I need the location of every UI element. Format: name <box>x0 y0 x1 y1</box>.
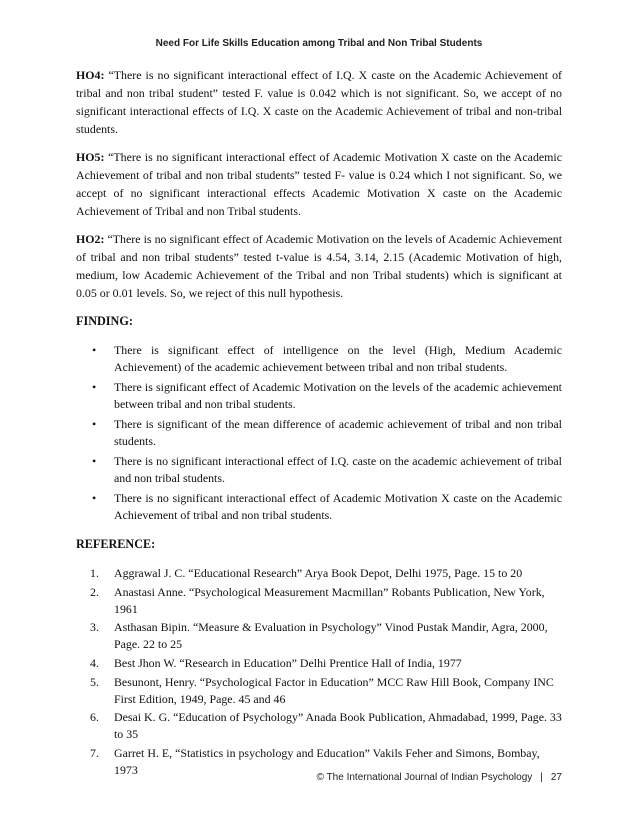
reference-item <box>90 709 562 743</box>
reference-number: 1. <box>90 566 99 580</box>
footer-separator: | <box>540 772 543 783</box>
finding-item: • There is significant effect of Academic Motivation on the levels of the academic achievement between tribal and non tribal students. <box>114 379 562 412</box>
hypothesis-text: “There is no significant interactional effect of I.Q. X caste on the Academic Achievement of tribal and non tribal student” tested F. value is 0.042 which is not significant. So, we accept of no significant interactional effects of I.Q. X caste on the Academic Achievement of tribal and non-tribal students. <box>76 68 562 136</box>
hypothesis-ho4 <box>76 66 562 138</box>
reference-text: Anastasi Anne. “Psychological Measurement Macmillan” Robants Publication, New York, 1961 <box>114 584 545 616</box>
reference-heading: REFERENCE: <box>76 537 156 551</box>
finding-item: • There is no significant interactional effect of Academic Motivation X caste on the Academic Achievement of tribal and non tribal students. <box>114 490 562 523</box>
reference-item <box>90 584 562 618</box>
running-header: Need For Life Skills Education among Tribal and Non Tribal Students <box>155 38 483 49</box>
finding-list <box>76 342 562 523</box>
finding-item: • There is significant of the mean difference of academic achievement of tribal and non tribal students. <box>114 416 562 449</box>
reference-number: 4. <box>90 655 99 670</box>
reference-item <box>90 619 562 653</box>
reference-number: 3. <box>90 620 99 635</box>
finding-item: • There is no significant interactional effect of I.Q. caste on the academic achievement of tribal and non tribal students. <box>114 453 562 486</box>
reference-text: Besunont, Henry. “Psychological Factor in Education” MCC Raw Hill Book, Company INC First Edition, 1949, Page. 45 and 46 <box>114 674 554 706</box>
page-footer <box>317 772 562 783</box>
reference-text: Best Jhon W. “Research in Education” Delhi Prentice Hall of India, 1977 <box>114 655 462 670</box>
reference-list <box>76 565 562 779</box>
page-body <box>76 66 562 781</box>
finding-heading: FINDING: <box>76 314 133 328</box>
page-number: 27 <box>550 772 562 783</box>
reference-number: 5. <box>90 674 99 689</box>
hypothesis-label: HO5: <box>76 150 105 164</box>
hypothesis-text: “There is no significant effect of Academic Motivation on the levels of Academic Achievement of tribal and non tribal students” tested t-value is 4.54, 3.14, 2.15 (Academic Motivation of high, medium, low Academic Achievement of the Tribal and non Tribal students) which is significant at 0.05 or 0.01 levels. So, we reject of this null hypothesis. <box>76 232 562 300</box>
hypothesis-label: HO2: <box>76 232 105 246</box>
reference-number: 7. <box>90 745 99 760</box>
journal-name: © The International Journal of Indian Psychology <box>316 772 533 783</box>
reference-text: Desai K. G. “Education of Psychology” Anada Book Publication, Ahmadabad, 1999, Page. 33 to 35 <box>114 710 562 742</box>
hypothesis-ho2 <box>76 230 562 302</box>
reference-number: 2. <box>90 584 99 599</box>
hypothesis-label: HO4: <box>76 68 105 82</box>
reference-text: Garret H. E, “Statistics in psychology and Education” Vakils Feher and Simons, Bombay, 1973 <box>114 745 540 777</box>
reference-item <box>90 565 562 582</box>
reference-item <box>90 655 562 672</box>
reference-text: Asthasan Bipin. “Measure & Evaluation in Psychology” Vinod Pustak Mandir, Agra, 2000, Page. 22 to 25 <box>114 620 548 652</box>
reference-item <box>90 674 562 708</box>
reference-number: 6. <box>90 710 99 725</box>
hypothesis-text: “There is no significant interactional effect of Academic Motivation X caste on the Academic Achievement of tribal and non tribal students” tested F- value is 0.24 which I not significant. So, we accept of no significant interactional effects Academic Motivation X caste on the Academic Achievement of Tribal and non Tribal students. <box>76 150 562 218</box>
finding-item: • There is significant effect of intelligence on the level (High, Medium Academic Achievement) of the academic achievement between tribal and non tribal students. <box>114 342 562 375</box>
reference-text: Aggrawal J. C. “Educational Research” Arya Book Depot, Delhi 1975, Page. 15 to 20 <box>114 566 523 580</box>
hypothesis-ho5 <box>76 148 562 220</box>
